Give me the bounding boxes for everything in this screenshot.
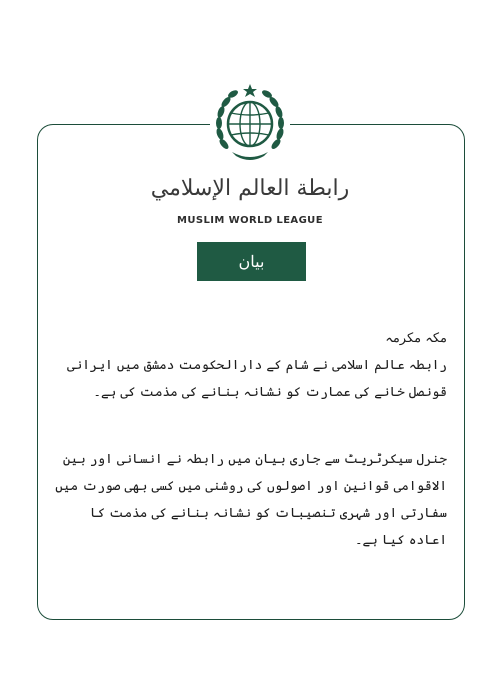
statement-body xyxy=(55,325,447,554)
statement-location: مکہ مکرمہ xyxy=(385,331,447,346)
statement-banner: بیان xyxy=(197,242,306,281)
org-name-english: MUSLIM WORLD LEAGUE xyxy=(177,215,323,226)
org-name-arabic: رابطة العالم الإسلامي xyxy=(150,176,350,201)
mwl-emblem-icon xyxy=(210,82,290,166)
statement-paragraph-1: رابطہ عالم اسلامی نے شام کے دارالحکومت دمشق میں ایرانی قونصل خانے کی عمارت کو نشانہ بنانے کی مذمت کی ہے۔ xyxy=(67,358,447,400)
statement-paragraph-2: جنرل سیکرٹریٹ سے جاری بیان میں رابطہ نے انسانی اور بین الاقوامی قوانین اور اصولوں کی روشنی میں کسی بھی صورت میں سفارتی اور شہری تنصیبات کو نشانہ بنانے کی مذمت کا اعادہ کیا ہے۔ xyxy=(55,452,447,548)
